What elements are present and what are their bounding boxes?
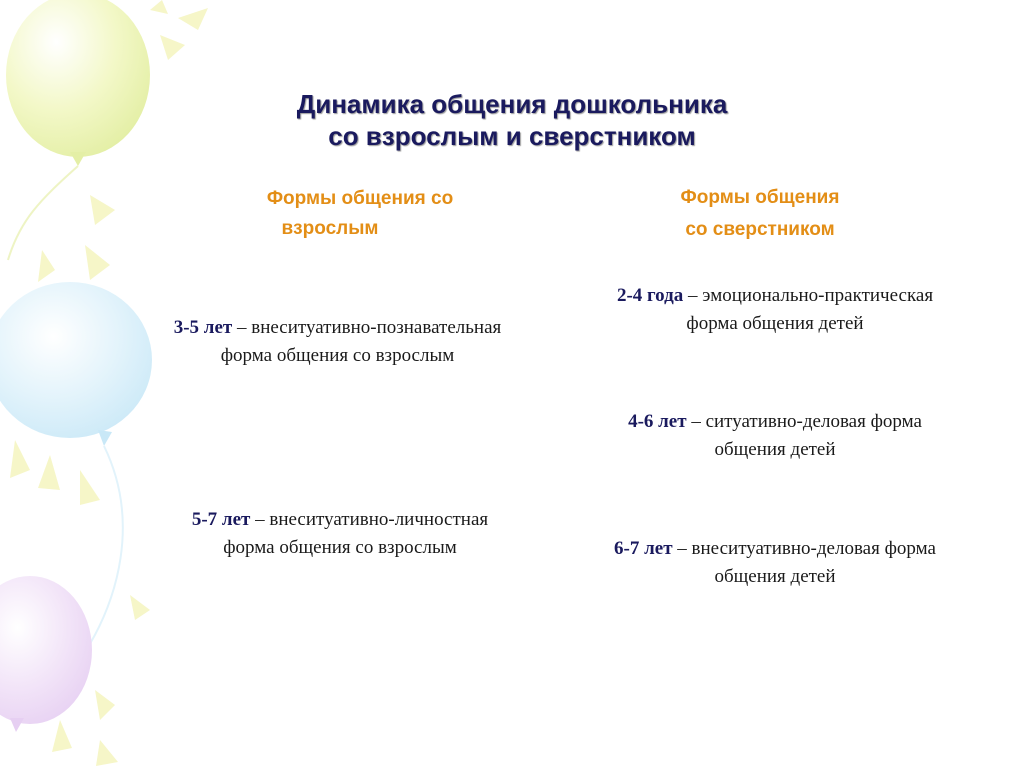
right-heading-line-2: со сверстником — [685, 219, 835, 240]
age-range: 2-4 года — [616, 285, 684, 306]
item-description: – ситуативно-деловая форма — [686, 411, 922, 432]
left-column-heading — [210, 184, 510, 244]
age-range: 6-7 лет — [614, 538, 673, 559]
right-item-3 — [540, 535, 1010, 591]
item-description: – эмоционально-практическая — [683, 285, 934, 306]
age-range: 5-7 лет — [191, 509, 251, 530]
item-description-line-2: форма общения со взрослым — [223, 537, 457, 558]
title-line-2: со взрослым и сверстником — [328, 121, 696, 151]
right-heading-line-1: Формы общения — [680, 187, 840, 208]
balloon-purple — [0, 576, 92, 732]
left-heading-line-1: Формы общения со — [266, 188, 454, 209]
age-range: 3-5 лет — [173, 317, 233, 338]
left-heading-line-2: взрослым — [281, 218, 379, 239]
item-description-line-2: форма общения со взрослым — [220, 345, 455, 366]
item-description: – внеситуативно-деловая форма — [672, 538, 936, 559]
item-description: – внеситуативно-личностная — [250, 509, 489, 530]
item-description: – внеситуативно-познавательная — [232, 317, 502, 338]
right-item-2 — [540, 408, 1010, 464]
item-description-line-2: форма общения детей — [686, 313, 864, 334]
title-line-1: Динамика общения дошкольника — [296, 89, 728, 119]
page-title — [0, 88, 1024, 152]
left-item-1 — [115, 314, 560, 370]
left-item-2 — [115, 506, 565, 562]
item-description-line-2: общения детей — [714, 439, 836, 460]
item-description-line-2: общения детей — [714, 566, 836, 587]
age-range: 4-6 лет — [628, 411, 687, 432]
right-column-heading — [605, 182, 915, 246]
right-item-1 — [540, 282, 1010, 338]
